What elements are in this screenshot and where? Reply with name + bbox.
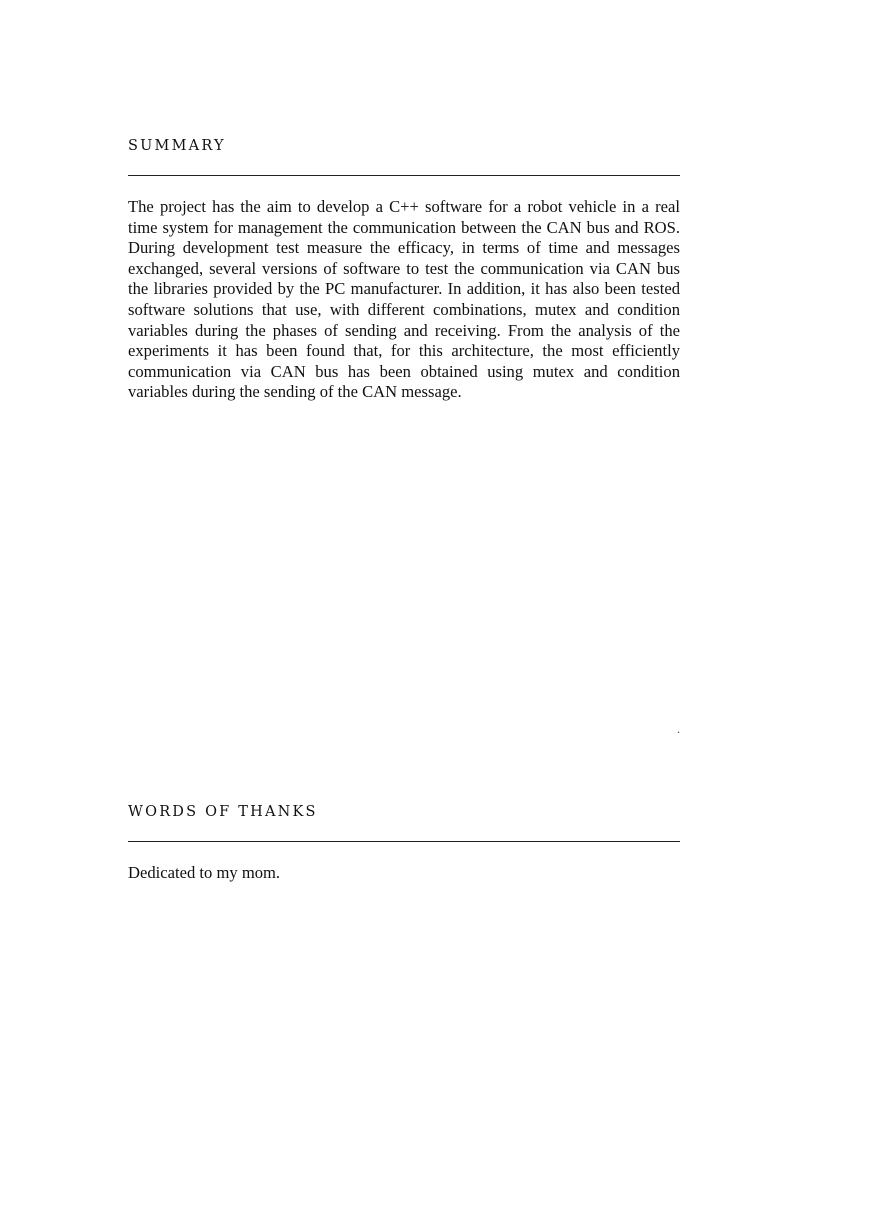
summary-divider [128, 175, 680, 176]
thanks-section [128, 803, 680, 882]
thanks-paragraph: Dedicated to my mom. [128, 863, 281, 882]
summary-paragraph: The project has the aim to develop a C++ software for a robot vehicle in a real time system for management the communication between the CAN bus and ROS. During development test measure the efficacy, in terms of time and messages exchanged, several versions of software to test the communication via CAN bus the libraries provided by the PC manufacturer. In addition, it has also been tested software solutions that use, with different combinations, mutex and condition variables during the phases of sending and receiving. From the analysis of the experiments it has been found that, for this architecture, the most efficiently communication via CAN bus has been obtained using mutex and condition variables during the sending of the CAN message. [128, 197, 680, 402]
summary-heading: SUMMARY [128, 138, 226, 154]
summary-section [128, 137, 680, 402]
thanks-heading: WORDS OF THANKS [128, 804, 318, 820]
thanks-divider [128, 841, 680, 842]
separator-dot: . [677, 722, 680, 736]
